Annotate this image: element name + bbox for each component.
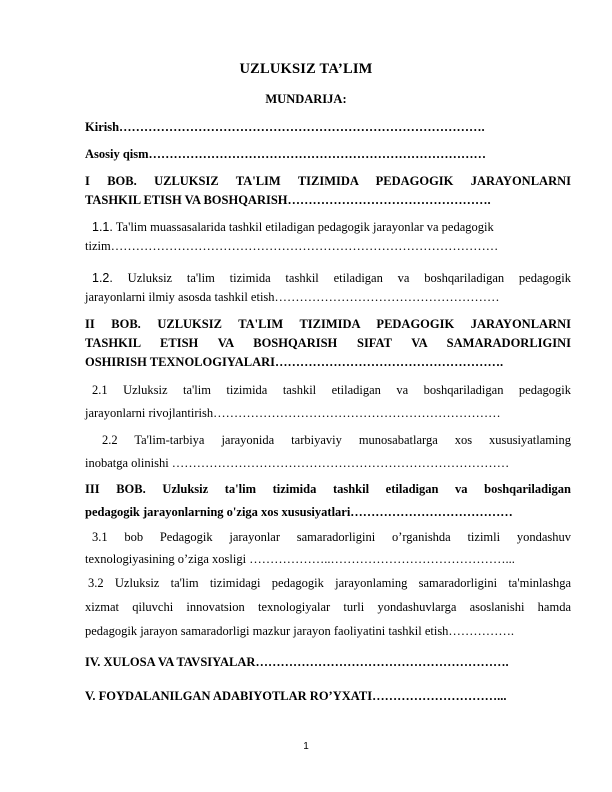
toc-entry-asosiy: Asosiy qism……………………………………………………………………… — [85, 147, 487, 161]
toc-entry-bibliography: V. FOYDALANILGAN ADABIYOTLAR RO’YXATI…………………………... — [85, 689, 507, 703]
toc-section-1-1-line-1 — [92, 220, 578, 235]
section-number: 1.2. — [92, 271, 113, 285]
document-title: UZLUKSIZ TA’LIM — [239, 61, 373, 77]
toc-chapter-2-line-2: TASHKIL ETISH VA BOSHQARISH SIFAT VA SAMARADORLIGINI — [85, 336, 571, 350]
toc-section-3-2-line-2: xizmat qiluvchi innovatsion texnologiyalar turli yondashuvlarga asoslanishi hamda — [85, 600, 571, 614]
toc-chapter-2-line-3: OSHIRISH TEXNOLOGIYALARI………………………………………………. — [85, 355, 504, 369]
toc-section-3-2-line-3: pedagogik jarayon samaradorligi mazkur jarayon faoliyatini tashkil etish……………. — [85, 624, 515, 638]
toc-section-2-2-line-1: 2.2 Ta'lim-tarbiya jarayonida tarbiyaviy munosabatlarga xos xususiyatlaming — [102, 433, 571, 447]
toc-section-1-1-line-2: tizim………………………………………………………………………………… — [85, 239, 499, 253]
toc-chapter-1-line-2: TASHKIL ETISH VA BOSHQARISH…………………………………………. — [85, 193, 491, 207]
toc-section-1-2-line-2: jarayonlarni ilmiy asosda tashkil etish……………………………………………… — [85, 290, 500, 304]
toc-section-2-1-line-2: jarayonlarni rivojlantirish…………………………………………………………… — [85, 406, 501, 420]
section-number: 1.1. — [92, 220, 113, 234]
toc-section-3-2-line-1: 3.2 Uzluksiz ta'lim tizimidagi pedagogik jarayonlaming samaradorligini ta'minlashga — [88, 576, 571, 590]
toc-section-2-2-line-2: inobatga olinishi ……………………………………………………………………… — [85, 456, 510, 470]
toc-chapter-1-line-1: I BOB. UZLUKSIZ TA'LIM TIZIMIDA PEDAGOGIK JARAYONLARNI — [85, 174, 571, 188]
toc-entry-kirish: Kirish……………………………………………………………………………. — [85, 120, 485, 134]
section-title: Ta'lim muassasalarida tashkil etiladigan pedagogik jarayonlar va pedagogik — [112, 220, 494, 234]
page-number: 1 — [303, 741, 309, 752]
toc-entry-conclusion: IV. XULOSA VA TAVSIYALAR……………………………………………………. — [85, 655, 509, 669]
toc-section-3-1-line-1: 3.1 bob Pedagogik jarayonlar samaradorligini o’rganishda tizimli yondashuv — [92, 530, 571, 544]
toc-section-3-1-line-2: texnologiyasining o’ziga xosligi ………………..……………………………………... — [85, 552, 515, 566]
toc-section-1-2-line-1 — [92, 271, 571, 286]
toc-section-2-1-line-1: 2.1 Uzluksiz ta'lim tizimida tashkil etiladigan va boshqariladigan pedagogik — [92, 383, 571, 397]
toc-chapter-2-line-1: II BOB. UZLUKSIZ TA'LIM TIZIMIDA PEDAGOGIK JARAYONLARNI — [85, 317, 571, 331]
toc-chapter-3-line-1: III BOB. Uzluksiz ta'lim tizimida tashkil etiladigan va boshqariladigan — [85, 482, 571, 496]
toc-chapter-3-line-2: pedagogik jarayonlarning o'ziga xos xususiyatlari………………………………… — [85, 505, 513, 519]
section-title: Uzluksiz ta'lim tizimida tashkil etiladigan va boshqariladigan pedagogik — [112, 271, 571, 285]
toc-heading: MUNDARIJA: — [265, 92, 347, 106]
